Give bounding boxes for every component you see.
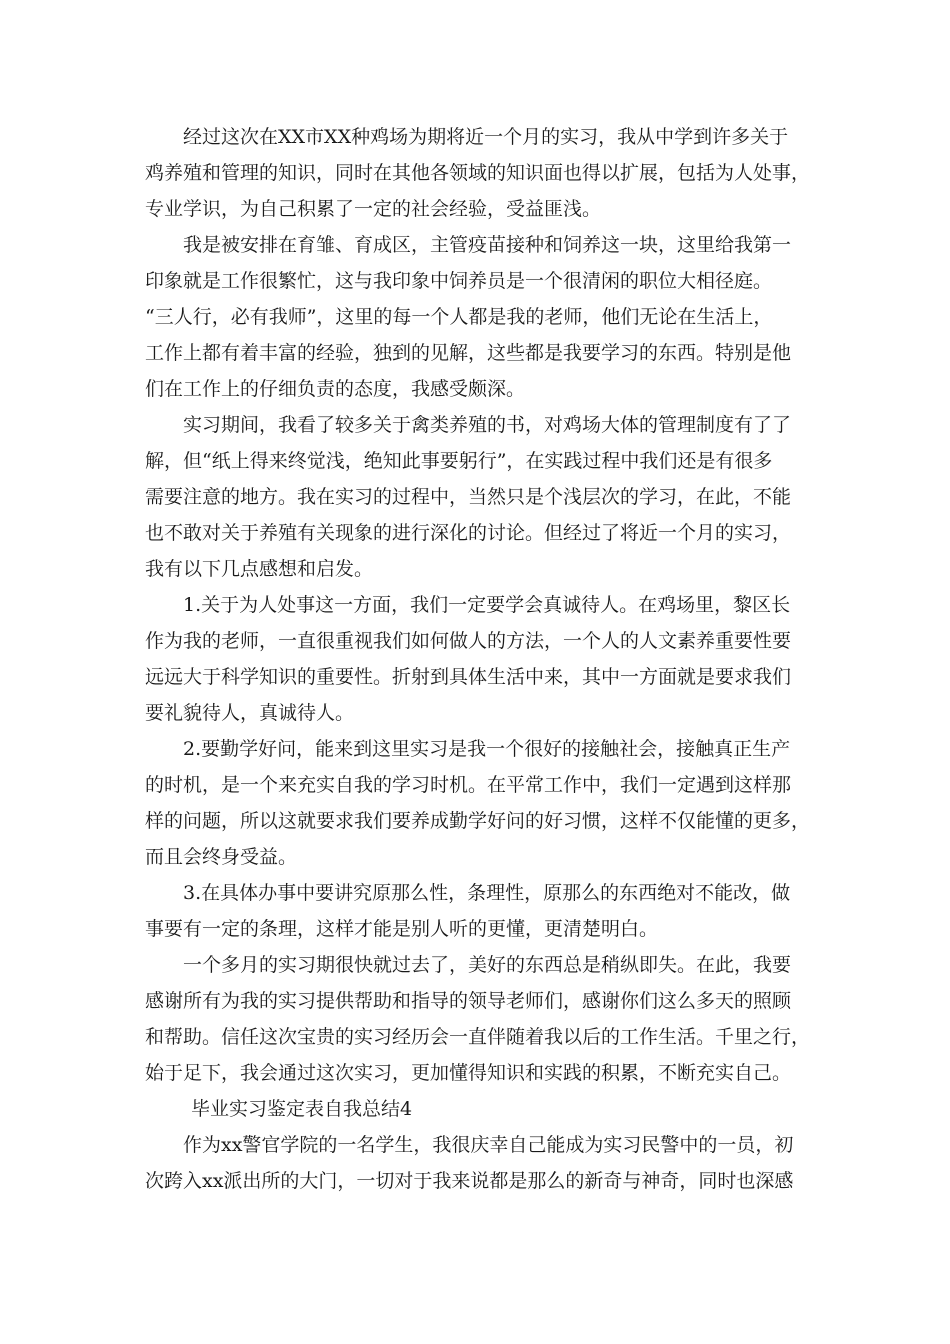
text-line: 2.要勤学好问，能来到这里实习是我一个很好的接触社会，接触真正生产 <box>183 738 791 760</box>
text-line: 远远大于科学知识的重要性。折射到具体生活中来，其中一方面就是要求我们 <box>145 666 792 688</box>
text-line: 经过这次在XX市XX种鸡场为期将近一个月的实习，我从中学到许多关于 <box>183 126 789 148</box>
text-line: 样的问题，所以这就要求我们要养成勤学好问的好习惯，这样不仅能懂的更多， <box>145 810 811 832</box>
text-line: 和帮助。信任这次宝贵的实习经历会一直伴随着我以后的工作生活。千里之行， <box>145 1026 811 1048</box>
text-line: 的时机，是一个来充实自我的学习时机。在平常工作中，我们一定遇到这样那 <box>145 774 792 796</box>
text-line: 1.关于为人处事这一方面，我们一定要学会真诚待人。在鸡场里，黎区长 <box>183 594 791 616</box>
text-line: 3.在具体办事中要讲究原那么性，条理性，原那么的东西绝对不能改，做 <box>183 882 791 904</box>
text-line: 印象就是工作很繁忙，这与我印象中饲养员是一个很清闲的职位大相径庭。 <box>145 270 773 292</box>
text-line: 鸡养殖和管理的知识，同时在其他各领域的知识面也得以扩展，包括为人处事， <box>145 162 811 184</box>
text-line: 要礼貌待人，真诚待人。 <box>145 702 355 724</box>
paragraph-3 <box>145 407 810 587</box>
text-line: 次跨入xx派出所的大门，一切对于我来说都是那么的新奇与神奇，同时也深感 <box>145 1170 794 1192</box>
paragraph-2 <box>145 227 810 407</box>
text-line: 工作上都有着丰富的经验，独到的见解，这些都是我要学习的东西。特别是他 <box>145 342 792 364</box>
text-line: 而且会终身受益。 <box>145 846 298 868</box>
text-line: 一个多月的实习期很快就过去了，美好的东西总是稍纵即失。在此，我要 <box>183 954 792 976</box>
text-line: 解，但“纸上得来终觉浅，绝知此事要躬行”，在实践过程中我们还是有很多 <box>145 450 773 472</box>
text-line: “三人行，必有我师”，这里的每一个人都是我的老师，他们无论在生活上， <box>145 306 773 328</box>
text-line: 事要有一定的条理，这样才能是别人听的更懂，更清楚明白。 <box>145 918 659 940</box>
text-line: 感谢所有为我的实习提供帮助和指导的领导老师们，感谢你们这么多天的照顾 <box>145 990 792 1012</box>
text-line: 专业学识，为自己积累了一定的社会经验，受益匪浅。 <box>145 198 602 220</box>
text-line: 实习期间，我看了较多关于禽类养殖的书，对鸡场大体的管理制度有了了 <box>183 414 792 436</box>
document-body <box>145 119 810 1199</box>
text-line: 始于足下，我会通过这次实习，更加懂得知识和实践的积累，不断充实自己。 <box>145 1062 792 1084</box>
text-line: 我是被安排在育雏、育成区，主管疫苗接种和饲养这一块，这里给我第一 <box>183 234 792 256</box>
text-line: 作为xx警官学院的一名学生，我很庆幸自己能成为实习民警中的一员，初 <box>183 1134 794 1156</box>
section-heading: 毕业实习鉴定表自我总结4 <box>191 1098 413 1120</box>
text-line: 我有以下几点感想和启发。 <box>145 558 374 580</box>
paragraph-6 <box>145 875 810 947</box>
text-line: 们在工作上的仔细负责的态度，我感受颇深。 <box>145 378 526 400</box>
paragraph-5 <box>145 731 810 875</box>
text-line: 作为我的老师，一直很重视我们如何做人的方法，一个人的人文素养重要性要 <box>145 630 792 652</box>
paragraph-4 <box>145 587 810 731</box>
text-line: 也不敢对关于养殖有关现象的进行深化的讨论。但经过了将近一个月的实习， <box>145 522 792 544</box>
paragraph-7 <box>145 947 810 1091</box>
paragraph-8 <box>145 1127 810 1199</box>
text-line: 需要注意的地方。我在实习的过程中，当然只是个浅层次的学习，在此，不能 <box>145 486 792 508</box>
paragraph-1 <box>145 119 810 227</box>
